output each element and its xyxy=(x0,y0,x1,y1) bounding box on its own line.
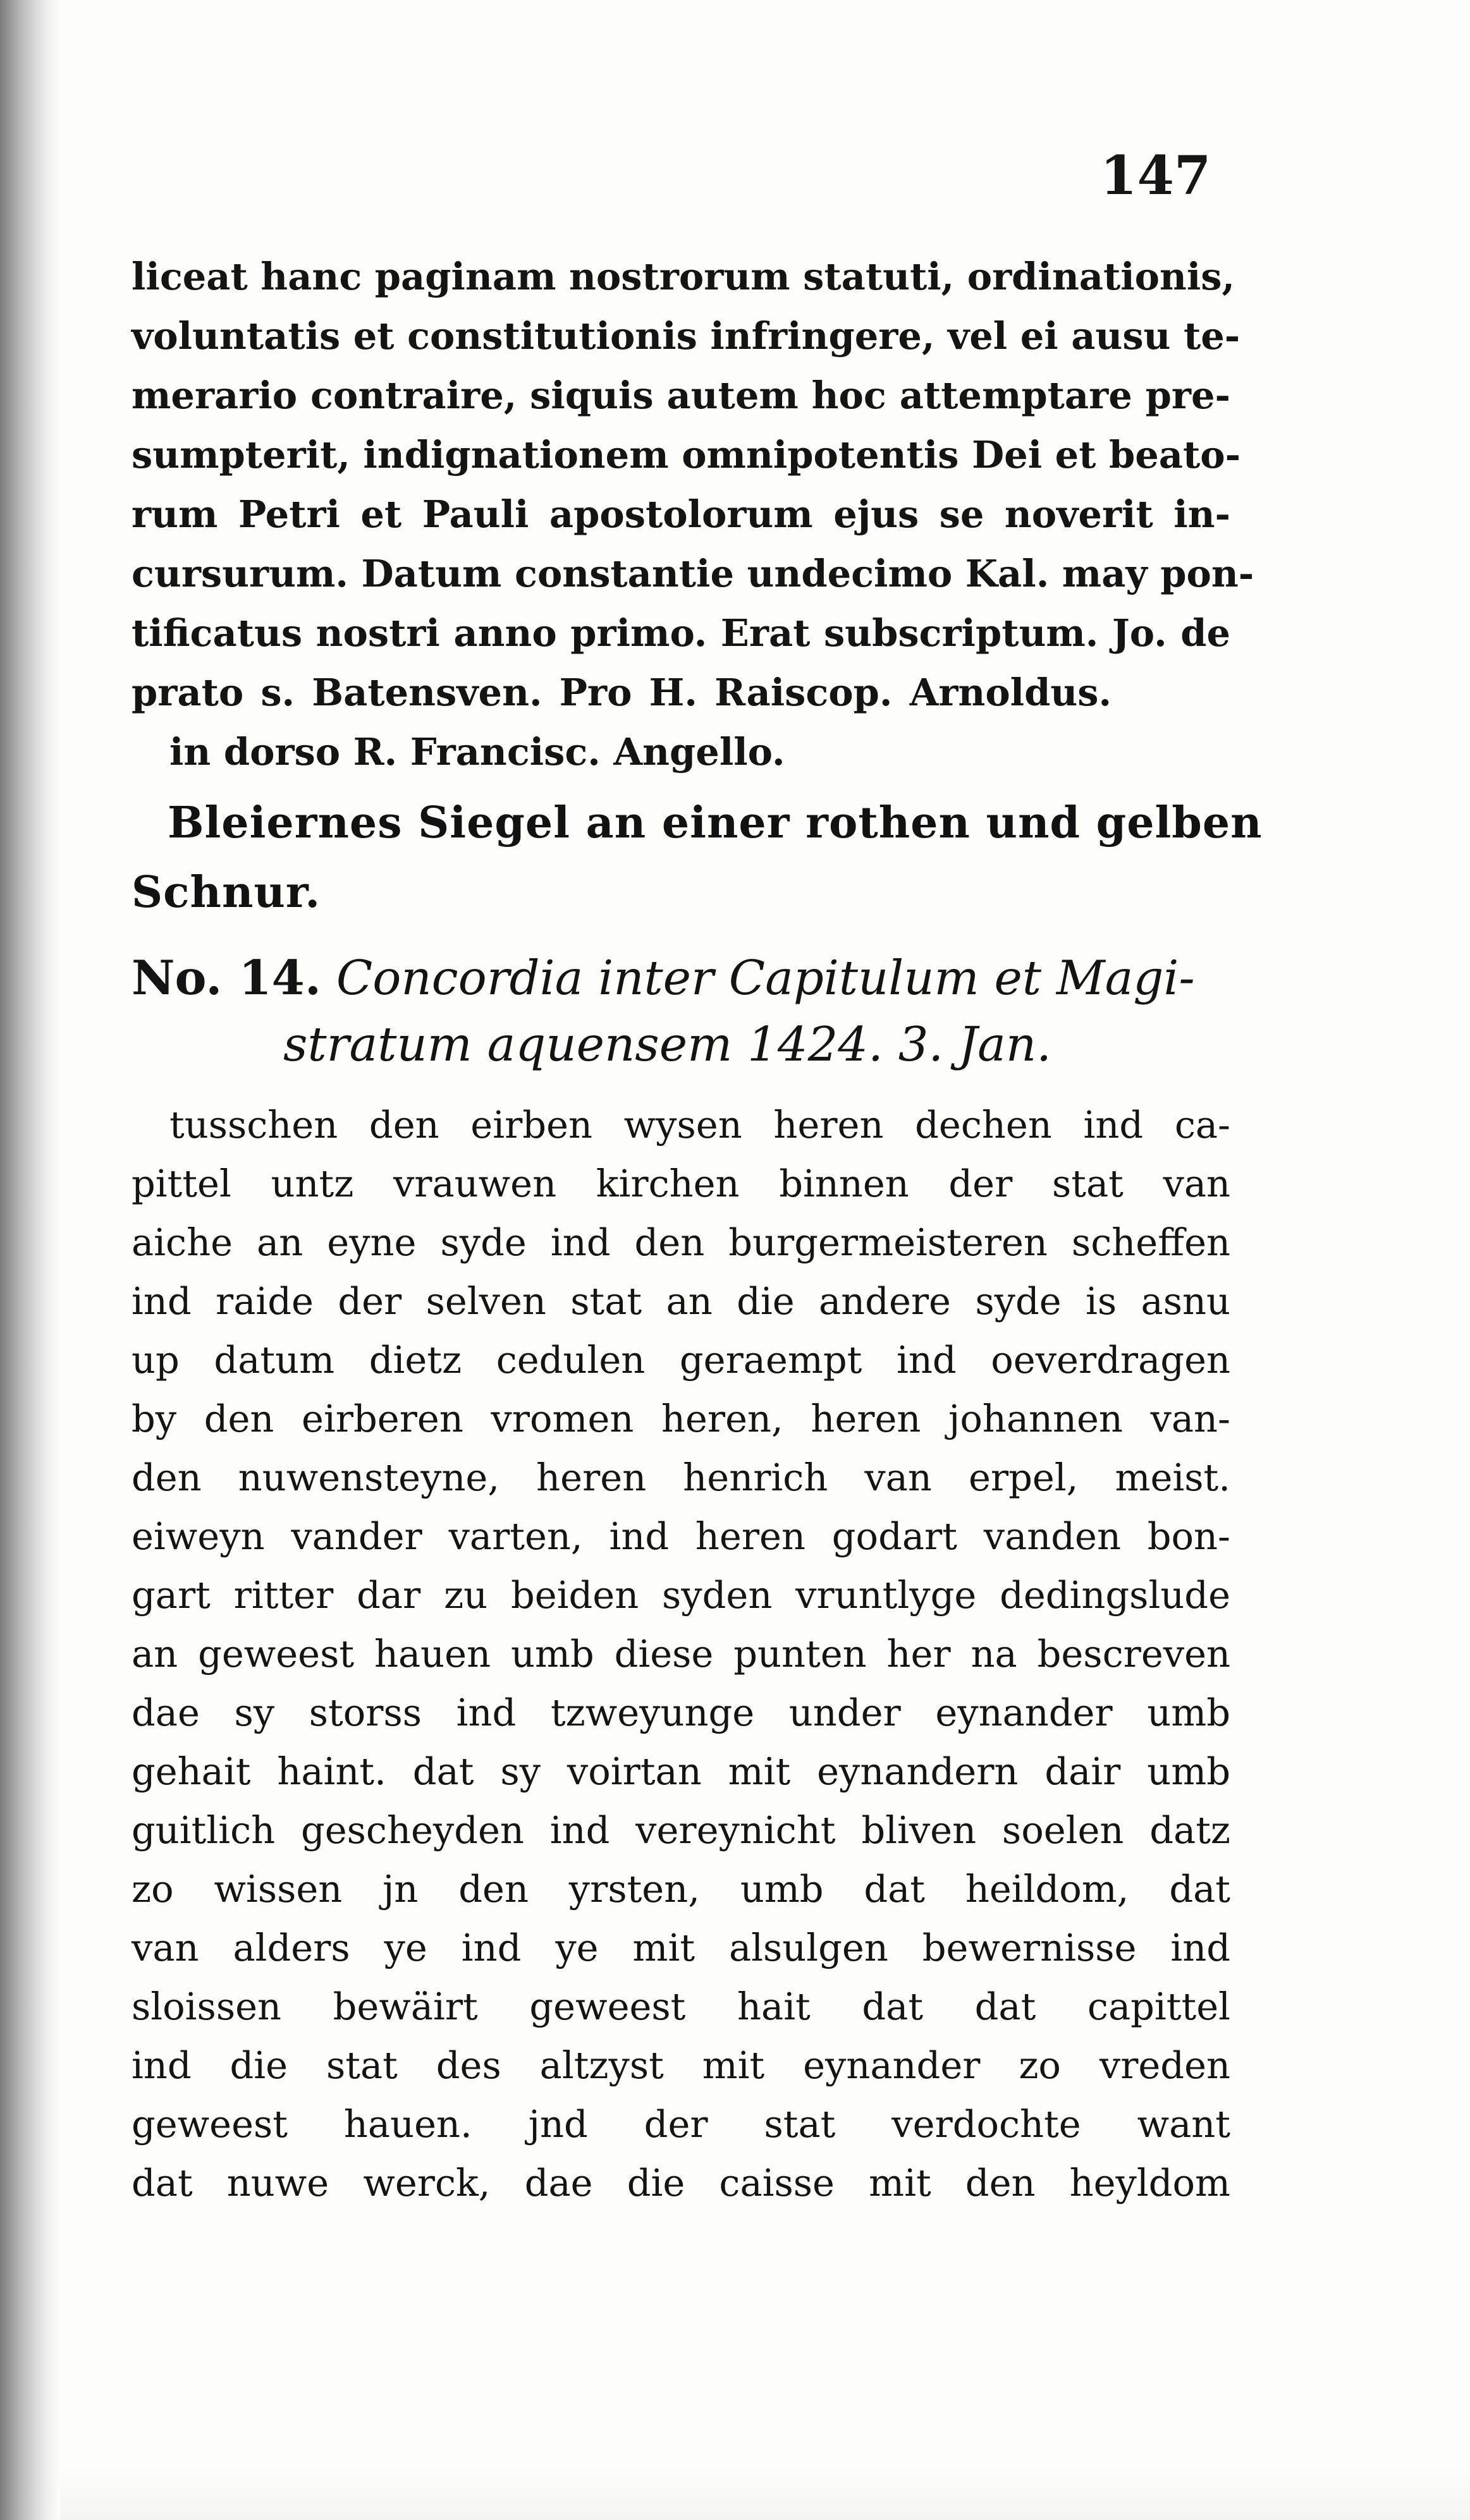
body-line-12: gehait haint. dat sy voirtan mit eynandern dair umb xyxy=(132,1750,1230,1793)
seal-note-line-1: Bleiernes Siegel an einer rothen und gelben xyxy=(168,798,1263,848)
body-line-1: tusschen den eirben wysen heren dechen ind ca- xyxy=(169,1103,1230,1147)
seal-note-line-2: Schnur. xyxy=(132,867,321,918)
body-line-2: pittel untz vrauwen kirchen binnen der stat van xyxy=(132,1162,1230,1205)
document-number: No. 14. xyxy=(132,950,321,1006)
body-line-10: an geweest hauen umb diese punten her na bescreven xyxy=(132,1632,1230,1676)
latin-line-7: tificatus nostri anno primo. Erat subscriptum. Jo. de xyxy=(132,611,1230,655)
page-bottom-margin xyxy=(60,2465,1470,2520)
latin-line-8: prato s. Batensven. Pro H. Raiscop. Arnoldus. xyxy=(132,671,1112,714)
page-number: 147 xyxy=(1100,144,1211,207)
document-title-line-2: stratum aquensem 1424. 3. Jan. xyxy=(283,1016,1052,1072)
body-line-11: dae sy storss ind tzweyunge under eynander umb xyxy=(132,1691,1230,1734)
body-line-4: ind raide der selven stat an die andere syde is asnu xyxy=(132,1279,1230,1323)
body-line-9: gart ritter dar zu beiden syden vruntlyge dedingslude xyxy=(132,1573,1230,1617)
latin-line-5: rum Petri et Pauli apostolorum ejus se noverit in- xyxy=(132,492,1230,536)
body-line-7: den nuwensteyne, heren henrich van erpel, meist. xyxy=(132,1456,1230,1499)
body-line-8: eiweyn vander varten, ind heren godart vanden bon- xyxy=(132,1514,1230,1558)
latin-line-4: sumpterit, indignationem omnipotentis Dei et beato- xyxy=(132,433,1241,477)
body-line-19: dat nuwe werck, dae die caisse mit den heyldom xyxy=(132,2161,1230,2205)
latin-line-6: cursurum. Datum constantie undecimo Kal. may pon- xyxy=(132,552,1254,595)
body-line-18: geweest hauen. jnd der stat verdochte want xyxy=(132,2102,1230,2146)
body-line-6: by den eirberen vromen heren, heren johannen van- xyxy=(132,1397,1230,1440)
dorso-line: in dorso R. Francisc. Angello. xyxy=(169,730,785,774)
body-line-17: ind die stat des altzyst mit eynander zo vreden xyxy=(132,2043,1230,2087)
latin-line-1: liceat hanc paginam nostrorum statuti, ordinationis, xyxy=(132,255,1235,298)
latin-line-3: merario contraire, siquis autem hoc attemptare pre- xyxy=(132,374,1230,417)
document-title-line-1: Concordia inter Capitulum et Magi- xyxy=(336,950,1195,1006)
body-line-15: van alders ye ind ye mit alsulgen bewernisse ind xyxy=(132,1926,1230,1969)
body-line-5: up datum dietz cedulen geraempt ind oeverdragen xyxy=(132,1338,1230,1382)
body-line-16: sloissen bewäirt geweest hait dat dat capittel xyxy=(132,1985,1230,2028)
body-line-13: guitlich gescheyden ind vereynicht bliven soelen datz xyxy=(132,1808,1230,1852)
body-line-14: zo wissen jn den yrsten, umb dat heildom, dat xyxy=(132,1867,1230,1911)
page-binding-shadow xyxy=(0,0,60,2520)
latin-line-2: voluntatis et constitutionis infringere, vel ei ausu te- xyxy=(132,314,1240,358)
document-heading-line-1 xyxy=(132,950,1230,1006)
body-line-3: aiche an eyne syde ind den burgermeisteren scheffen xyxy=(132,1220,1230,1264)
